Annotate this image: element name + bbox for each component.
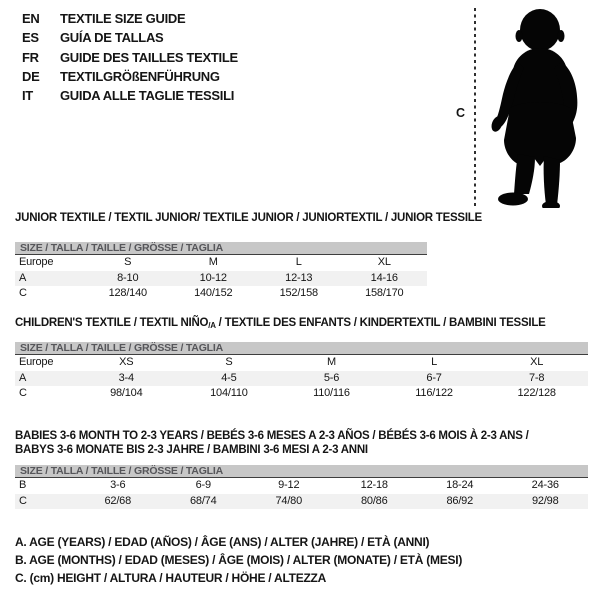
table-cell: 98/104 (110, 387, 143, 399)
row-label: B (19, 479, 27, 491)
table-cell: 122/128 (517, 387, 556, 399)
table-cell: 10-12 (199, 271, 227, 284)
row-label: C (19, 387, 27, 399)
row-label: Europe (19, 256, 54, 268)
measurement-legend (15, 533, 462, 587)
language-code: FR (22, 49, 39, 65)
table-cell: M (327, 356, 336, 368)
babies-textile-title (15, 430, 529, 457)
table-cell: L (431, 356, 438, 368)
legend-line-a: A. AGE (YEARS) / EDAD (AÑOS) / ÂGE (ANS) / ALTER (JAHRE) / ETÀ (ANNI) (15, 535, 430, 549)
table-cell: 3-6 (110, 479, 126, 491)
table-cell: 12-18 (360, 479, 388, 491)
table-cell: 74/80 (275, 494, 303, 507)
table-cell: XS (119, 356, 134, 368)
guide-title: GUÍA DE TALLAS (60, 30, 164, 46)
table-cell: 18-24 (446, 479, 474, 491)
table-cell: L (295, 256, 302, 268)
table-cell: 140/152 (194, 287, 233, 299)
table-cell: 128/140 (108, 287, 147, 299)
table-row (15, 271, 427, 287)
baby-silhouette-icon (487, 8, 589, 208)
table-cell: 104/110 (210, 387, 248, 399)
table-cell: 62/68 (104, 494, 132, 507)
children-size-table (15, 342, 588, 402)
legend-line-b: B. AGE (MONTHS) / EDAD (MESES) / ÂGE (MOIS) / ALTER (MONATE) / ETÀ (MESI) (15, 553, 463, 567)
table-row (15, 255, 427, 271)
table-cell: 5-6 (323, 371, 340, 384)
table-cell: 152/158 (279, 287, 318, 299)
size-header-bar: SIZE / TALLA / TAILLE / GRÖSSE / TAGLIA (15, 465, 588, 478)
table-row (15, 355, 588, 371)
children-textile-title (15, 317, 546, 333)
table-cell: 80/86 (360, 494, 388, 507)
table-row (15, 386, 588, 402)
row-label: A (19, 271, 27, 284)
table-cell: 9-12 (278, 479, 300, 491)
table-cell: 14-16 (370, 271, 398, 284)
junior-size-table (15, 242, 427, 302)
table-cell: 6-7 (426, 371, 442, 384)
row-label: C (19, 494, 27, 507)
language-code: ES (22, 30, 39, 46)
table-cell: 86/92 (446, 494, 474, 507)
list-item (22, 48, 238, 67)
list-item (22, 67, 238, 86)
row-label: Europe (19, 356, 54, 368)
table-row (15, 494, 588, 510)
size-header-bar: SIZE / TALLA / TAILLE / GRÖSSE / TAGLIA (15, 242, 427, 255)
guide-title: GUIDA ALLE TAGLIE TESSILI (60, 88, 235, 104)
title-text: / TEXTILE DES ENFANTS / KINDERTEXTIL / BAMBINI TESSILE (215, 317, 546, 329)
table-cell: 3-4 (118, 371, 134, 384)
table-cell: 12-13 (285, 271, 313, 284)
title-line: BABYS 3-6 MONATE BIS 2-3 JAHRE / BAMBINI 3-6 MESI A 2-3 ANNI (15, 443, 368, 456)
table-cell: M (208, 256, 218, 268)
table-cell: S (124, 256, 132, 268)
table-cell: 8-10 (117, 271, 139, 284)
language-title-list (22, 9, 238, 105)
row-label: A (19, 371, 27, 384)
table-cell: S (225, 356, 233, 368)
table-cell: 158/170 (365, 287, 404, 299)
height-measure-label: C (456, 106, 466, 120)
language-code: EN (22, 11, 40, 26)
guide-title: TEXTILE SIZE GUIDE (60, 11, 186, 26)
language-code: IT (22, 88, 33, 104)
table-cell: 92/98 (531, 494, 559, 507)
table-cell: XL (530, 356, 544, 368)
table-row (15, 286, 427, 302)
title-subscript: /A (208, 321, 216, 330)
language-code: DE (22, 68, 40, 84)
table-row (15, 478, 588, 494)
table-cell: 68/74 (189, 494, 217, 507)
row-label: C (19, 287, 27, 299)
guide-title: TEXTILGRÖßENFÜHRUNG (60, 68, 220, 84)
size-header-bar: SIZE / TALLA / TAILLE / GRÖSSE / TAGLIA (15, 342, 588, 355)
legend-line-c: C. (cm) HEIGHT / ALTURA / HAUTEUR / HÖHE / ALTEZZA (15, 571, 327, 585)
table-cell: 4-5 (221, 371, 237, 384)
table-cell: 7-8 (529, 371, 545, 384)
table-cell: 110/116 (313, 387, 350, 399)
list-item (22, 86, 238, 105)
title-text: CHILDREN'S TEXTILE / TEXTIL NIÑO (15, 317, 209, 329)
height-measure-dashed-line (474, 8, 476, 209)
table-row (15, 371, 588, 387)
table-cell: 6-9 (195, 479, 211, 491)
list-item (22, 9, 238, 28)
table-cell: 116/122 (415, 387, 453, 399)
list-item (22, 28, 238, 47)
title-line: BABIES 3-6 MONTH TO 2-3 YEARS / BEBÉS 3-6 MESES A 2-3 AÑOS / BÉBÉS 3-6 MOIS À 2-3 ANS / (15, 430, 529, 442)
table-cell: 24-36 (531, 479, 559, 491)
guide-title: GUIDE DES TAILLES TEXTILE (60, 49, 238, 65)
junior-textile-title: JUNIOR TEXTILE / TEXTIL JUNIOR/ TEXTILE JUNIOR / JUNIORTEXTIL / JUNIOR TESSILE (15, 212, 482, 224)
babies-size-table (15, 465, 588, 509)
table-cell: XL (377, 256, 391, 268)
